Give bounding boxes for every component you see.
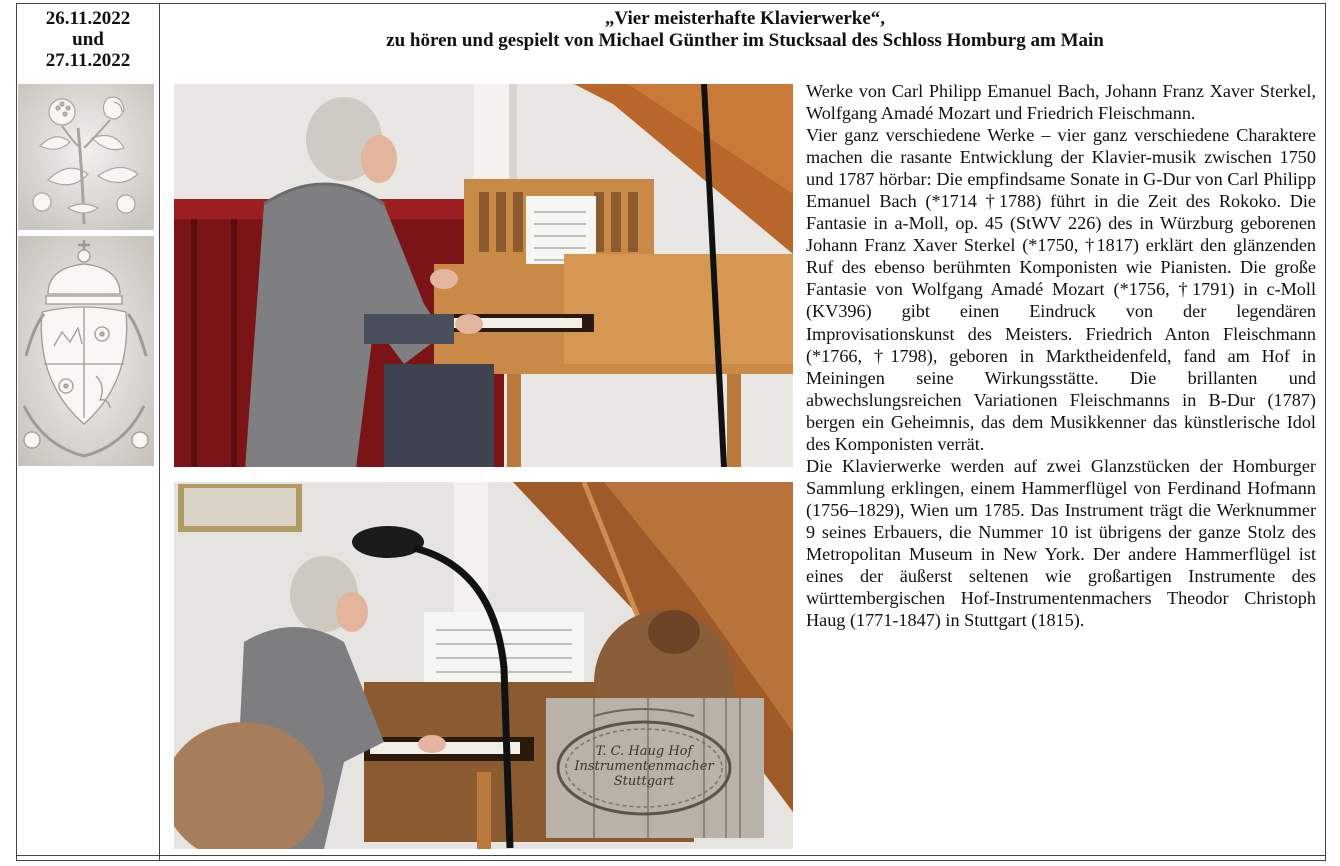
stucco-flowers-photo bbox=[18, 84, 154, 230]
date-end: 27.11.2022 bbox=[45, 50, 131, 71]
maker-label-script: T. C. Haug Hof Instrumentenmacher Stuttgart bbox=[574, 744, 714, 789]
concert-photo-2 bbox=[174, 482, 793, 849]
event-date bbox=[17, 8, 159, 71]
title-line-1: „Vier meisterhafte Klavierwerke“, bbox=[604, 8, 886, 29]
row-divider bbox=[16, 855, 1326, 856]
paragraph-works: Werke von Carl Philipp Emanuel Bach, Johann Franz Xaver Sterkel, Wolfgang Amadé Mozart und Friedrich Fleischmann. bbox=[806, 81, 1316, 124]
date-start: 26.11.2022 bbox=[45, 8, 131, 29]
column-divider bbox=[159, 3, 160, 861]
concert-photo-1 bbox=[174, 84, 793, 467]
stucco-coat-of-arms-photo bbox=[18, 236, 154, 466]
title-line-2: zu hören und gespielt von Michael Günther im Stucksaal des Schloss Homburg am Main bbox=[386, 30, 1104, 51]
event-title bbox=[170, 8, 1320, 52]
paragraph-characters: Vier ganz verschiedene Werke – vier ganz verschiedene Charaktere machen die rasante Entwicklung der Klavier-musik zwischen 1750 und 1787 hörbar: Die empfindsame Sonate in G-Dur von Carl Philipp Emanuel Bach (*1714 †1788) führt in die Zeit des Rokoko. Die Fantasie in a-Moll, op. 45 (StWV 226) des in Würzburg geborenen Johann Franz Xaver Sterkel (*1750, †1817) erklärt den glänzenden Ruf des ebenso berühmten Komponisten wie Pianisten. Die große Fantasie von Wolfgang Amadé Mozart (*1756, †1791) in c-Moll (KV396) gibt einen Eindruck von der legendären Improvisationskunst des Meisters. Friedrich Anton Fleischmann (*1766, †1798), geboren in Marktheidenfeld, fand am Hof in Meiningen seine Wirkungsstätte. Die brillanten und abwechslungsreichen Variationen Fleischmanns in B-Dur (1787) bergen ein Geheimnis, das dem Musikkenner das künstlerische Idol des Komponisten verrät. bbox=[806, 125, 1316, 454]
paragraph-instruments: Die Klavierwerke werden auf zwei Glanzstücken der Homburger Sammlung erklingen, einem Hammerflügel von Ferdinand Hofmann (1756–1829), Wien um 1785. Das Instrument trägt die Werknummer 9 seines Erbauers, die Nummer 10 ist übrigens der ganze Stolz des Metropolitan Museum in New York. Der andere Hammerflügel ist eines der äußerst seltenen wie großartigen Instrumente des württembergischen Hof-Instrumentenmachers Theodor Christoph Haug (1771-1847) in Stuttgart (1815). bbox=[806, 455, 1316, 631]
program-description bbox=[806, 80, 1316, 631]
date-and: und bbox=[72, 29, 104, 50]
